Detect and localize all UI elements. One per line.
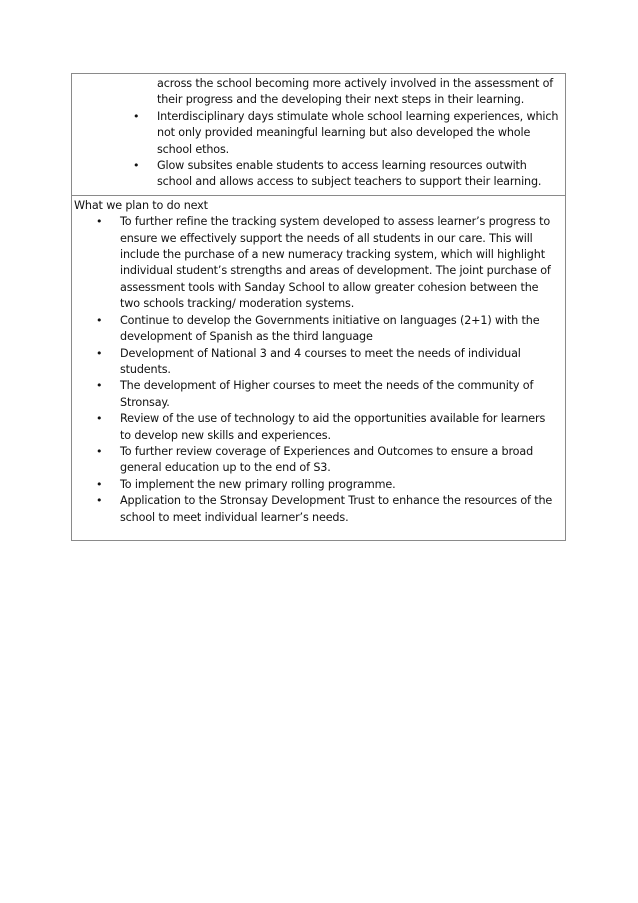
list-item-text: To implement the new primary rolling programme. (120, 477, 396, 491)
list-item (72, 158, 559, 191)
list-item (74, 346, 559, 379)
list-item (74, 378, 559, 411)
list-item-text: The development of Higher courses to meet the needs of the community of Stronsay. (120, 379, 534, 409)
list-item (74, 477, 559, 493)
continued-paragraph (157, 76, 559, 109)
list-item-text: Interdisciplinary days stimulate whole school learning experiences, which not only provided meaningful learning but also developed the whole school ethos. (157, 109, 559, 156)
bullet-icon: • (96, 215, 103, 229)
bullet-icon: • (96, 477, 103, 491)
list-item (74, 313, 559, 346)
list-item-text: Continue to develop the Governments initiative on languages (2+1) with the development of Spanish as the third language (120, 313, 540, 344)
bullet-icon: • (96, 313, 103, 327)
bullet-icon: • (96, 346, 103, 360)
list-item-text: To further review coverage of Experiences and Outcomes to ensure a broad general education up to the end of S3. (120, 444, 534, 475)
bullet-icon: • (96, 412, 103, 426)
list-item (74, 411, 559, 444)
achievements-list (72, 109, 559, 191)
list-item-text: To further refine the tracking system developed to assess learner’s progress to ensure we effectively support the needs of all students in our care. This will include the purchase of a new numeracy tracking system, which will highlight individual student’s strengths and areas of development. The joint purchase of assessment tools with Sanday School to allow greater cohesion between the two schools tracking/ moderation systems. (120, 215, 551, 311)
list-item (74, 214, 559, 312)
bullet-icon: • (133, 159, 140, 173)
next-steps-list (74, 214, 559, 526)
list-item-text: Application to the Stronsay Development Trust to enhance the resources of the school to meet individual learner’s needs. (120, 494, 553, 524)
section-heading: What we plan to do next (74, 198, 208, 212)
achievements-cell (72, 74, 565, 196)
bullet-icon: • (96, 379, 103, 393)
list-item-text: Glow subsites enable students to access learning resources outwith school and allows access to subject teachers to support their learning. (157, 159, 542, 189)
bullet-icon: • (133, 109, 140, 123)
list-item (72, 109, 559, 158)
continuation-line: their progress and the developing their next steps in their learning. (157, 93, 525, 107)
report-table (71, 73, 566, 541)
next-steps-cell (72, 196, 565, 540)
continuation-line: across the school becoming more actively involved in the assessment of (157, 77, 554, 90)
list-item (74, 493, 559, 526)
list-item-text: Review of the use of technology to aid the opportunities available for learners to develop new skills and experiences. (120, 412, 546, 442)
bullet-icon: • (96, 444, 103, 458)
list-item (74, 444, 559, 477)
list-item-text: Development of National 3 and 4 courses to meet the needs of individual students. (120, 346, 521, 376)
bullet-icon: • (96, 494, 103, 508)
